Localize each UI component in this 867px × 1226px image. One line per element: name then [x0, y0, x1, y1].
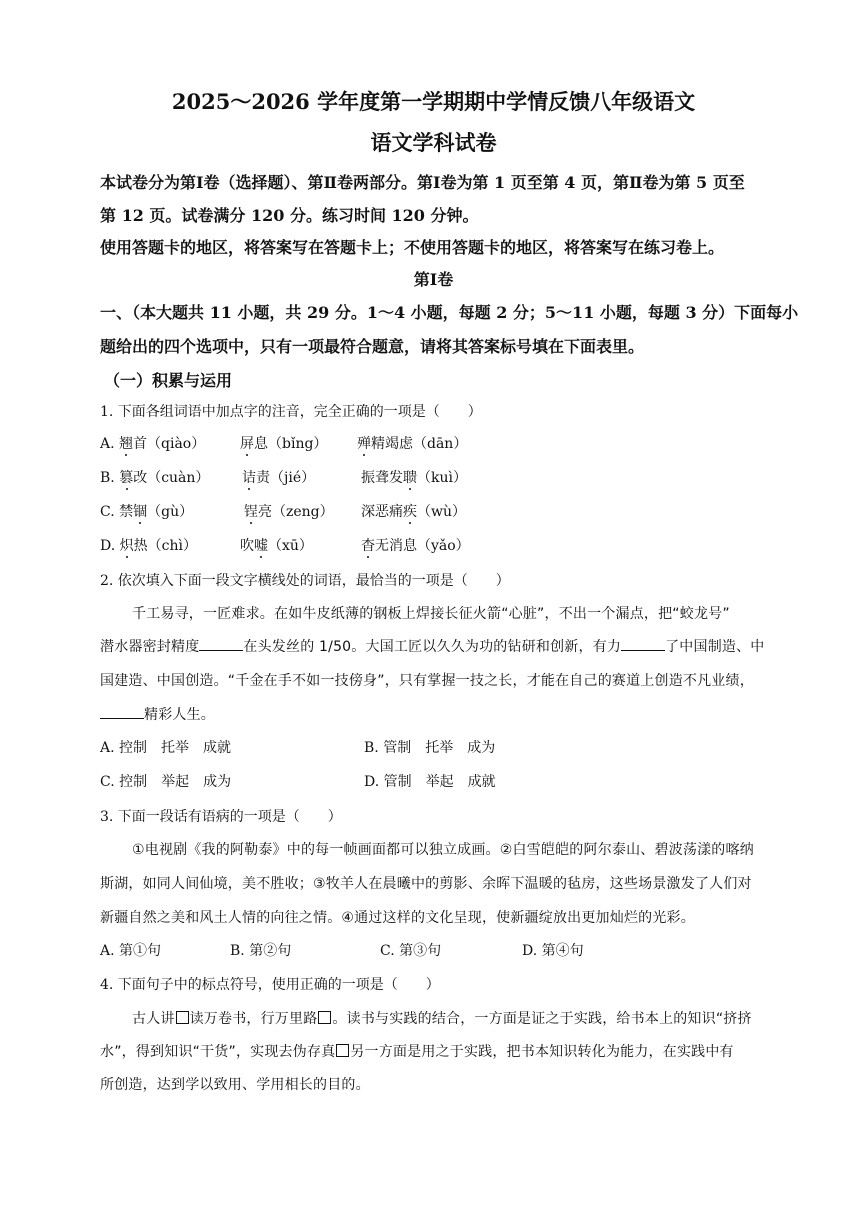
punctuation-box-2 — [318, 1011, 331, 1024]
blank-2 — [621, 638, 665, 651]
blank-1 — [199, 638, 243, 651]
q3-stem: 3. 下面一段话有语病的一项是（ ） — [100, 809, 342, 825]
q3-passage-line-2: 斯湖，如同人间仙境，美不胜收；③牧羊人在晨曦中的剪影、余晖下温暖的毡房，这些场景激发了人们对 — [100, 876, 752, 892]
q2-option-c: C. 控制 举起 成为 — [100, 774, 232, 790]
q2-stem: 2. 依次填入下面一段文字横线处的词语，最恰当的一项是（ ） — [100, 573, 510, 589]
section1-subheading: （一）积累与运用 — [104, 371, 233, 390]
intro-line-2: 第 12 页。试卷满分 120 分。练习时间 120 分钟。 — [100, 206, 479, 225]
q2-passage-line-3: 国建造、中国创造。“千金在手不如一技傍身”，只有掌握一技之长，才能在自己的赛道上创造不凡业绩， — [100, 673, 754, 689]
q3-option-d: D. 第④句 — [522, 943, 584, 959]
q1-stem: 1. 下面各组词语中加点字的注音，完全正确的一项是（ ） — [100, 404, 482, 420]
q4-passage-line-1: 古人讲 读万卷书，行万里路 。读书与实践的结合，一方面是证之于实践，给书本上的知识“挤挤 — [132, 1011, 752, 1027]
q1-option-b: B. 篡改（cuàn） — [100, 470, 210, 486]
q2-passage-line-1: 千工易寻，一匠难求。在如牛皮纸薄的钢板上焊接长征火箭“心脏”，不出一个漏点，把“蛟龙号” — [132, 606, 730, 622]
q3-option-a: A. 第①句 — [100, 943, 162, 959]
exam-page: 2025～2026 学年度第一学期期中学情反馈八年级语文 语文学科试卷 本试卷分为第Ⅰ卷（选择题）、第Ⅱ卷两部分。第Ⅰ卷为第 1 页至第 4 页，第Ⅱ卷为第 5 页至 第 12 页。试卷满分 120 分。练习时间 120 分钟。 使用答题卡的地区，将答案写在答题卡上；不使用答题卡的地区，将答案写在练习卷上。 第Ⅰ卷 一、（本大题共 11 小题，共 29 分。1～4 小题，每题 2 分；5～11 小题，每题 3 分）下面每小 题给出的四个选项中，只有一项最符合题意，请将其答案标号填在下面表里。 （一）积累与运用 1. 下面各组词语中加点字的注音，完全正确的一项是（ ） A. 翘首（qiào） 屏息（bǐng） 殚精竭虑（dān） B. 篡改（cuàn） 诘责（jié） 振聋发聩（kuì） C. 禁锢（gù） 锃亮（zeng） 深恶痛疾（wù） D. 炽热（chì） 吹嘘（xū） 杳无消息（yǎo） 2. 依次填入下面一段文字横线处的词语，最恰当的一项是（ ） 千工易寻，一匠难求。在如牛皮纸薄的钢板上焊接长征火箭“心脏”，不出一个漏点，把“蛟龙号” 潜水器密封精度 在头发丝的 1/50。大国工匠以久久为功的钻研和创新，有力 了中国制造、中 国建造、中国创造。“千金在手不如一技傍身”，只有掌握一技之长，才能在自己的赛道上创造不凡业绩， 精彩人生。 A. 控制 托举 成就 B. 管制 托举 成为 C. 控制 举起 成为 D. 管制 举起 成就 3. 下面一段话有语病的一项是（ ） ①电视剧《我的阿勒泰》中的每一帧画面都可以独立成画。②白雪皑皑的阿尔泰山、碧波荡漾的喀纳 斯湖，如同人间仙境，美不胜收；③牧羊人在晨曦中的剪影、余晖下温暖的毡房，这些场景激发了人们对 新疆自然之美和风土人情的向往之情。④通过这样的文化呈现，使新疆绽放出更加灿烂的光彩。 A. 第①句 B. 第②句 C. 第③句 D. 第④句 4. 下面句子中的标点符号，使用正确的一项是（ ） 古人讲 读万卷书，行万里路 。读书与实践的结合，一方面是证之于实践，给书本上的知识“挤挤 水”，得到知识“干货”，实现去伪存真 另一方面是用之于实践，把书本知识转化为能力，在实践中有 所创造，达到学以致用、学用相长的目的。 — [0, 0, 867, 1226]
punctuation-box-3 — [336, 1044, 349, 1057]
q3-option-b: B. 第②句 — [230, 943, 292, 959]
section1-line-1: 一、（本大题共 11 小题，共 29 分。1～4 小题，每题 2 分；5～11 小题，每题 3 分）下面每小 — [100, 303, 799, 322]
volume-title: 第Ⅰ卷 — [413, 270, 454, 289]
q4-stem: 4. 下面句子中的标点符号，使用正确的一项是（ ） — [100, 977, 440, 993]
q2-option-a: A. 控制 托举 成就 — [100, 740, 232, 756]
punctuation-box-1 — [176, 1011, 189, 1024]
q1-option-d: D. 炽热（chì） — [100, 538, 197, 554]
q2-option-d: D. 管制 举起 成就 — [364, 774, 496, 790]
q4-passage-line-2: 水”，得到知识“干货”，实现去伪存真 另一方面是用之于实践，把书本知识转化为能力，在实践中有 — [100, 1044, 734, 1060]
intro-line-3: 使用答题卡的地区，将答案写在答题卡上；不使用答题卡的地区，将答案写在练习卷上。 — [100, 238, 725, 257]
q3-passage-line-1: ①电视剧《我的阿勒泰》中的每一帧画面都可以独立成画。②白雪皑皑的阿尔泰山、碧波荡漾的喀纳 — [132, 842, 754, 858]
q2-passage-line-4: 精彩人生。 — [100, 704, 215, 724]
exam-title: 2025～2026 学年度第一学期期中学情反馈八年级语文 — [171, 89, 696, 114]
q3-option-c: C. 第③句 — [380, 943, 442, 959]
q4-passage-line-3: 所创造，达到学以致用、学用相长的目的。 — [100, 1077, 370, 1093]
intro-line-1: 本试卷分为第Ⅰ卷（选择题）、第Ⅱ卷两部分。第Ⅰ卷为第 1 页至第 4 页，第Ⅱ卷为第 5 页至 — [100, 173, 745, 192]
q2-passage-line-2: 潜水器密封精度 在头发丝的 1/50。大国工匠以久久为功的钻研和创新，有力 了中国制造、中 — [100, 639, 765, 655]
exam-subtitle: 语文学科试卷 — [370, 130, 497, 155]
q3-passage-line-3: 新疆自然之美和风土人情的向往之情。④通过这样的文化呈现，使新疆绽放出更加灿烂的光彩。 — [100, 910, 695, 926]
q1-option-a: A. 翘首（qiào） — [100, 436, 206, 452]
q1-option-c: C. 禁锢（gù） — [100, 504, 194, 520]
q2-option-b: B. 管制 托举 成为 — [364, 740, 496, 756]
section1-line-2: 题给出的四个选项中，只有一项最符合题意，请将其答案标号填在下面表里。 — [100, 337, 645, 356]
blank-3 — [100, 706, 144, 719]
